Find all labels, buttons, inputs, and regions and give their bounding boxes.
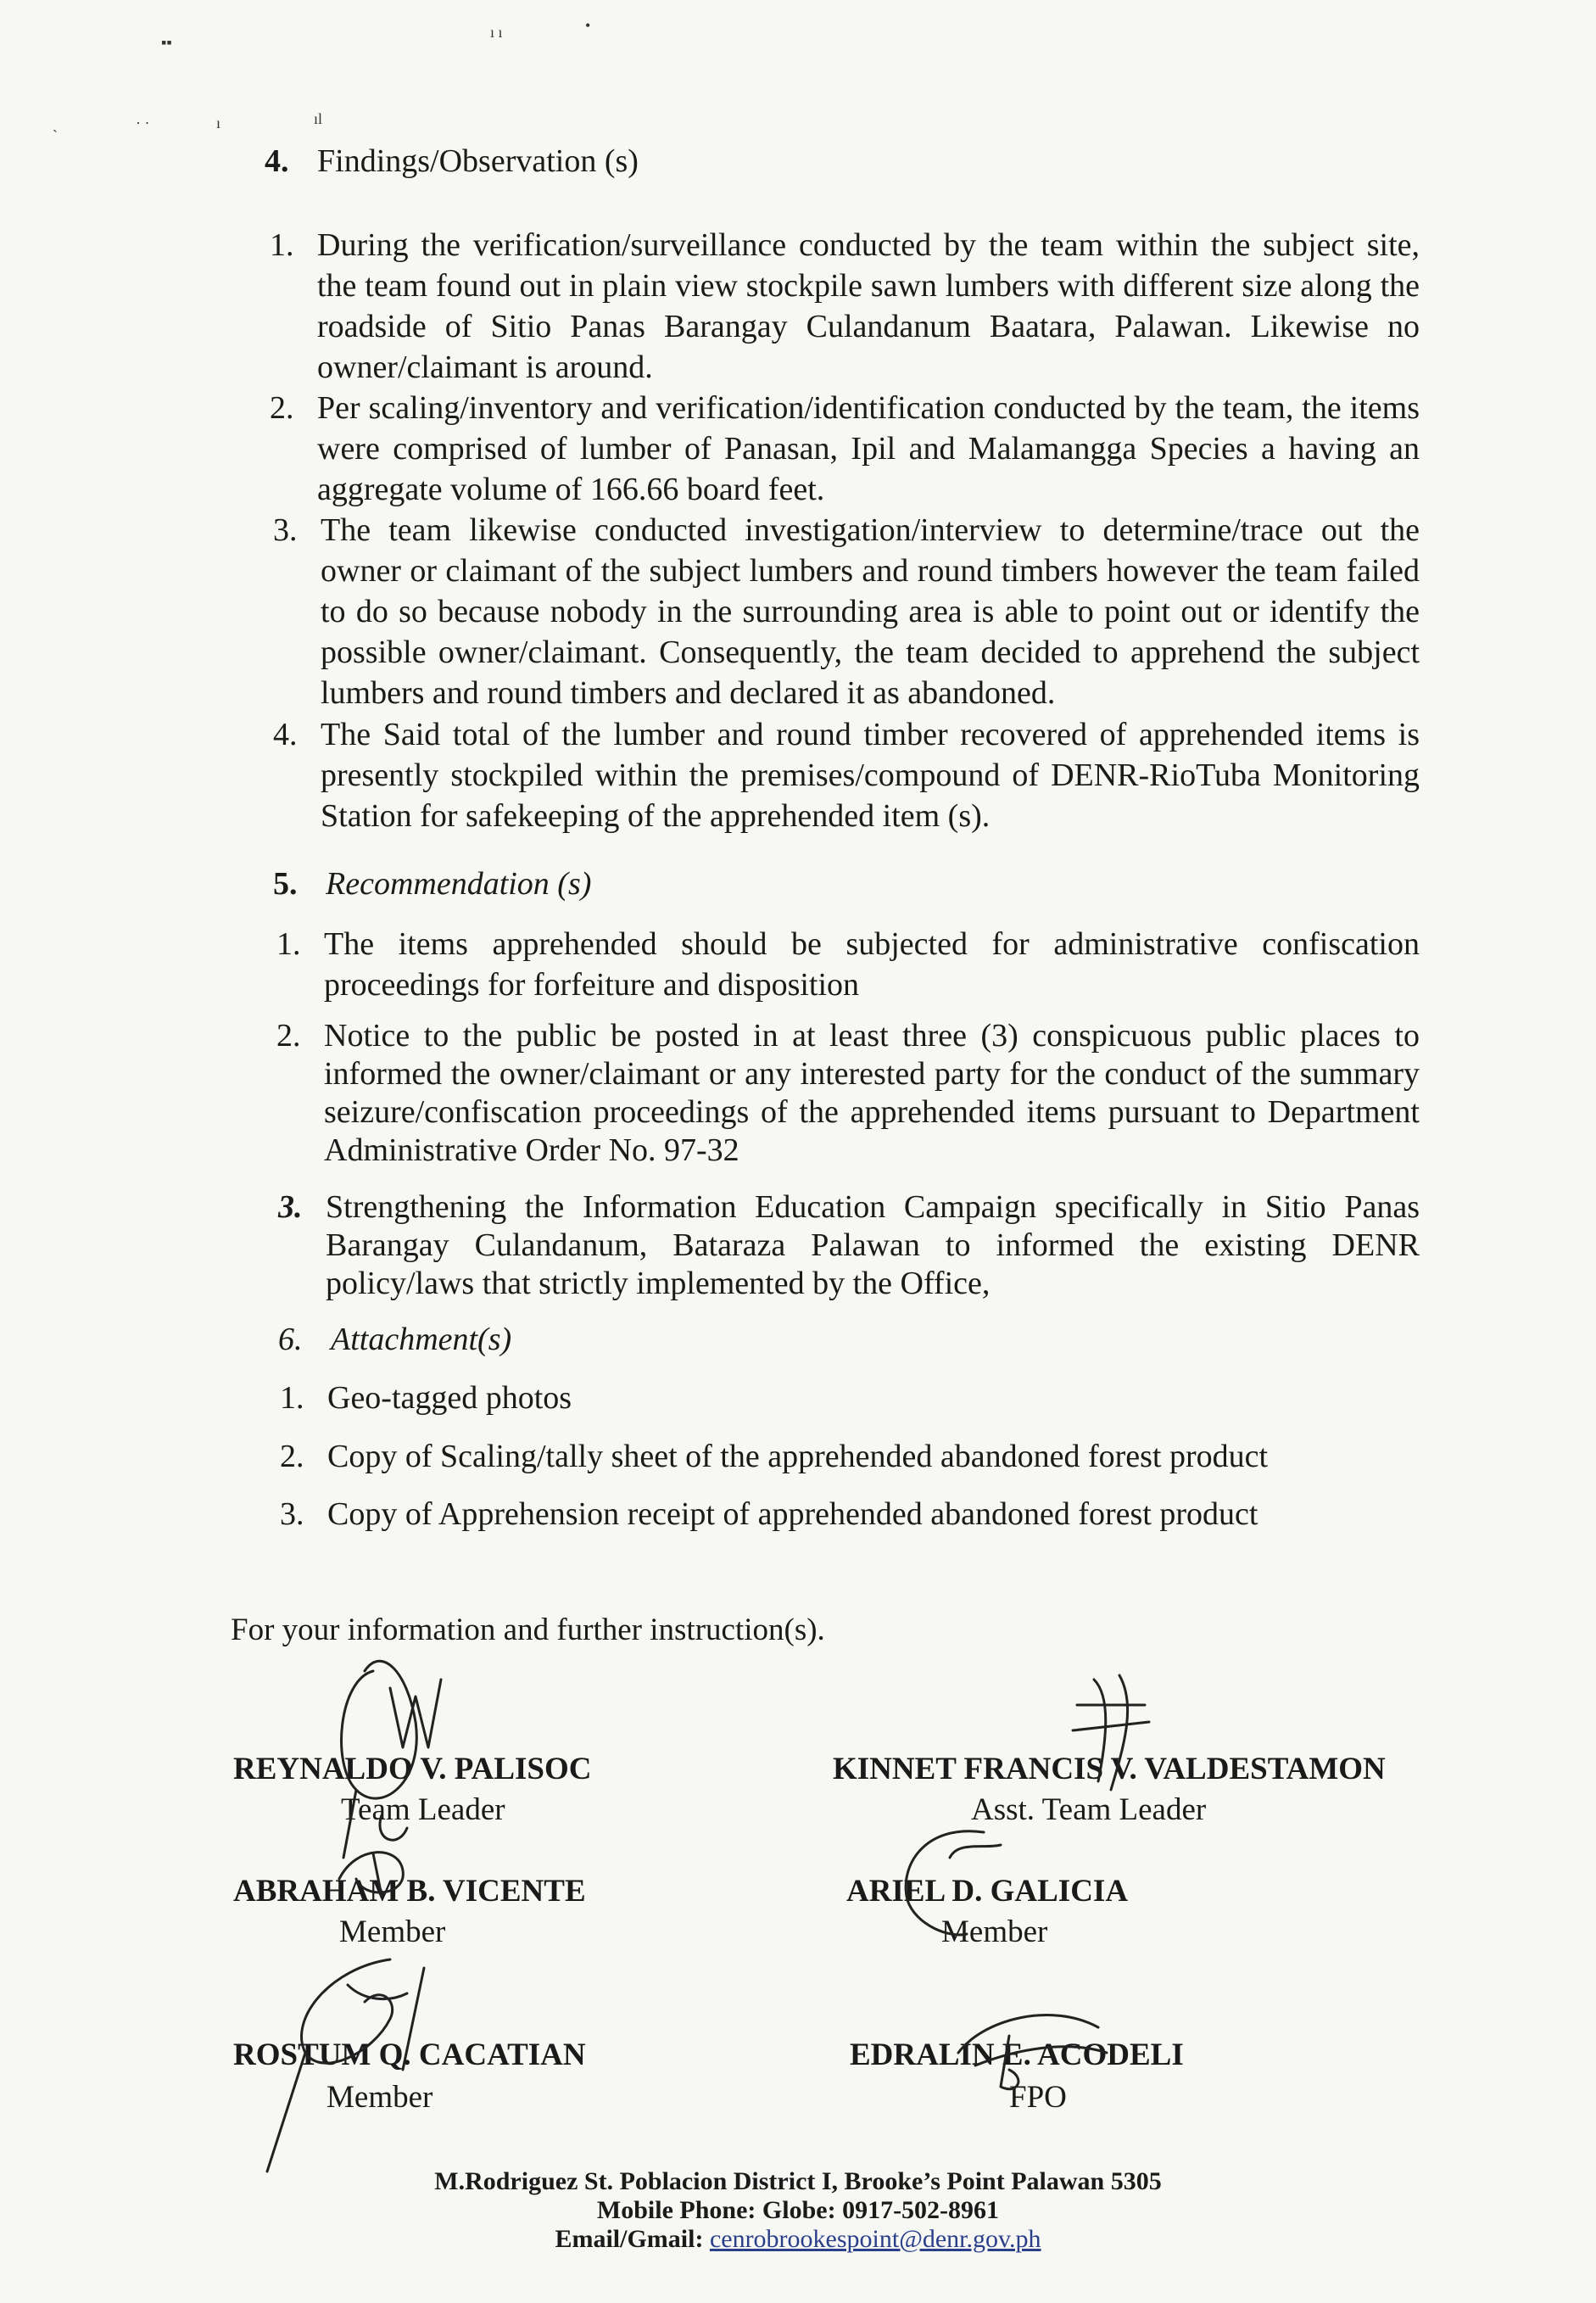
closing-line: For your information and further instruction(s). (231, 1613, 825, 1647)
signature-cacatian (254, 1951, 458, 2180)
item-number: 1. (270, 227, 294, 263)
findings-number: 4. (265, 143, 289, 179)
item-number: 2. (280, 1439, 304, 1474)
scan-speck: ı ı (490, 24, 503, 41)
findings-item (273, 714, 1420, 836)
scan-speck: ı (216, 115, 221, 131)
findings-item (270, 225, 1420, 388)
attachment-item (280, 1436, 1421, 1477)
item-number: 4. (273, 717, 298, 752)
signatory-role: Member (339, 1915, 446, 1949)
signatory-name: ARIEL D. GALICIA (846, 1874, 1129, 1909)
signature-galicia (873, 1824, 1026, 1951)
recommendation-number: 5. (273, 866, 298, 902)
item-number: 2. (276, 1018, 301, 1054)
signatory-name: EDRALIN E. ACODELI (850, 2037, 1184, 2072)
signatory-role: Member (941, 1915, 1048, 1949)
scan-speck: ▪▪ (161, 34, 172, 51)
signatory-name: ROSTUM Q. CACATIAN (233, 2037, 586, 2072)
item-text: The team likewise conducted investigation/interview to determine/trace out the owner or claimant of the subject lumbers and round timbers however the team failed to do so because nobody in the surrounding area is able to point out or identify the possible owner/claimant. Consequently, the team decided to apprehend the subject lumbers and round timbers and declared it as abandoned. (321, 512, 1420, 711)
signatory-role: Member (326, 2080, 433, 2115)
item-text: Copy of Scaling/tally sheet of the apprehended abandoned forest product (327, 1439, 1269, 1474)
item-text: The Said total of the lumber and round timber recovered of apprehended items is presently stockpiled within the premises/compound of DENR-RioTuba Monitoring Station for safekeeping of the apprehended item (s). (321, 717, 1420, 834)
footer-address: M.Rodriguez St. Poblacion District I, Brooke’s Point Palawan 5305 (434, 2167, 1162, 2195)
signatory-name: KINNET FRANCIS V. VALDESTAMON (833, 1752, 1386, 1786)
recommendation-item (276, 1017, 1420, 1170)
signature-acodeli (950, 2002, 1119, 2104)
signatory-role: Team Leader (341, 1792, 505, 1827)
scan-speck: ıl (314, 110, 323, 127)
findings-heading (265, 143, 639, 180)
scan-speck: ˋ (53, 127, 58, 144)
item-number: 1. (280, 1380, 304, 1416)
item-text: Geo-tagged photos (327, 1380, 572, 1416)
footer-email-link[interactable]: cenrobrookespoint@denr.gov.ph (709, 2225, 1041, 2253)
item-text: Per scaling/inventory and verification/identification conducted by the team, the items were comprised of lumber of Panasan, Ipil and Malamangga Species a having an aggregate volume of 166.66 board feet. (317, 390, 1420, 507)
scan-speck: · · (136, 115, 150, 131)
signatory-name: REYNALDO V. PALISOC (233, 1752, 592, 1786)
signature-valdestamon (1060, 1671, 1162, 1798)
item-number: 3. (278, 1189, 303, 1225)
item-text: Notice to the public be posted in at least three (3) conspicuous public places to informed the owner/claimant or any interested party for the conduct of the summary seizure/confiscation proceedings of the apprehended items pursuant to Department Administrative Order No. 97-32 (324, 1018, 1420, 1168)
item-text: The items apprehended should be subjected for administrative confiscation proceedings for forfeiture and disposition (324, 926, 1420, 1003)
footer-email-label: Email/Gmail: (555, 2225, 704, 2253)
footer-email-line (0, 2225, 1596, 2254)
attachment-item (280, 1378, 1421, 1418)
signature-vicente (322, 1828, 424, 1913)
scan-speck: • (585, 17, 591, 34)
attachments-number: 6. (278, 1322, 303, 1357)
item-text: Strengthening the Information Education Campaign specifically in Sitio Panas Barangay Culandanum, Bataraza Palawan to informed the existing DENR policy/laws that strictly implemented by the Office, (326, 1189, 1420, 1301)
recommendation-item (278, 1188, 1420, 1303)
item-number: 3. (280, 1496, 304, 1532)
signatory-name: ABRAHAM B. VICENTE (233, 1874, 586, 1909)
findings-item (273, 510, 1420, 713)
recommendation-item (276, 924, 1420, 1005)
attachments-heading (278, 1321, 511, 1358)
item-text: During the verification/surveillance conducted by the team within the subject site, the team found out in plain view stockpile sawn lumbers with different size along the roadside of Sitio Panas Barangay Culandanum Baatara, Palawan. Likewise no owner/claimant is around. (317, 227, 1420, 385)
signatory-role: FPO (1009, 2080, 1067, 2115)
recommendation-heading (273, 865, 591, 903)
recommendation-title: Recommendation (s) (326, 866, 592, 902)
item-number: 2. (270, 390, 294, 426)
findings-item (270, 388, 1420, 510)
attachments-title: Attachment(s) (331, 1322, 512, 1357)
item-text: Copy of Apprehension receipt of apprehended abandoned forest product (327, 1496, 1258, 1532)
attachment-item (280, 1494, 1421, 1534)
footer-phone: Mobile Phone: Globe: 0917-502-8961 (596, 2196, 1000, 2224)
item-number: 1. (276, 926, 301, 962)
signatory-role: Asst. Team Leader (971, 1792, 1207, 1827)
findings-title: Findings/Observation (s) (317, 143, 639, 179)
item-number: 3. (273, 512, 298, 548)
